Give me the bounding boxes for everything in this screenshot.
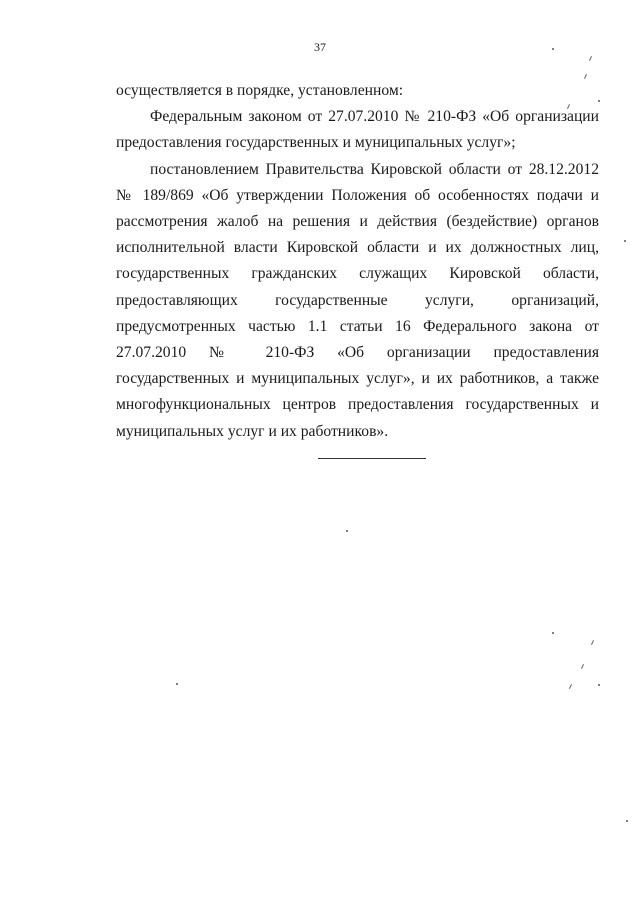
- intro-paragraph: осуществляется в порядке, установленном:: [116, 82, 404, 99]
- scan-speck: [552, 48, 554, 50]
- scan-speck: [346, 530, 348, 532]
- scan-speck: [591, 640, 594, 645]
- scan-speck: [589, 56, 592, 61]
- scan-speck: [626, 820, 628, 822]
- scan-speck: [598, 684, 600, 686]
- scan-speck: [624, 240, 626, 242]
- scan-speck: [569, 684, 572, 689]
- document-body: [116, 78, 599, 445]
- scan-speck: [598, 100, 600, 102]
- scan-speck: [581, 664, 584, 669]
- end-separator-line: [318, 458, 426, 459]
- resolution-paragraph: постановлением Правительства Кировской области от 28.12.2012 № 189/869 «Об утверждении Положения об особенностях подачи и рассмотрения жалоб на решения и действия (бездействие) органов исполнительной власти Кировской области и их должностных лиц, государственных гражданских служащих Кировской области, предоставляющих государственные услуги, организаций, предусмотренных частью 1.1 статьи 16 Федерального закона от 27.07.2010 № 210-ФЗ «Об организации предоставления государственных и муниципальных услуг», и их работников, а также многофункциональных центров предоставления государственных и муниципальных услуг и их работников».: [116, 160, 599, 440]
- federal-law-paragraph: Федеральным законом от 27.07.2010 № 210-ФЗ «Об организации предоставления государственных и муниципальных услуг»;: [116, 108, 599, 152]
- scan-speck: [552, 632, 554, 634]
- page-number: 37: [314, 40, 326, 54]
- scan-speck: [176, 683, 178, 685]
